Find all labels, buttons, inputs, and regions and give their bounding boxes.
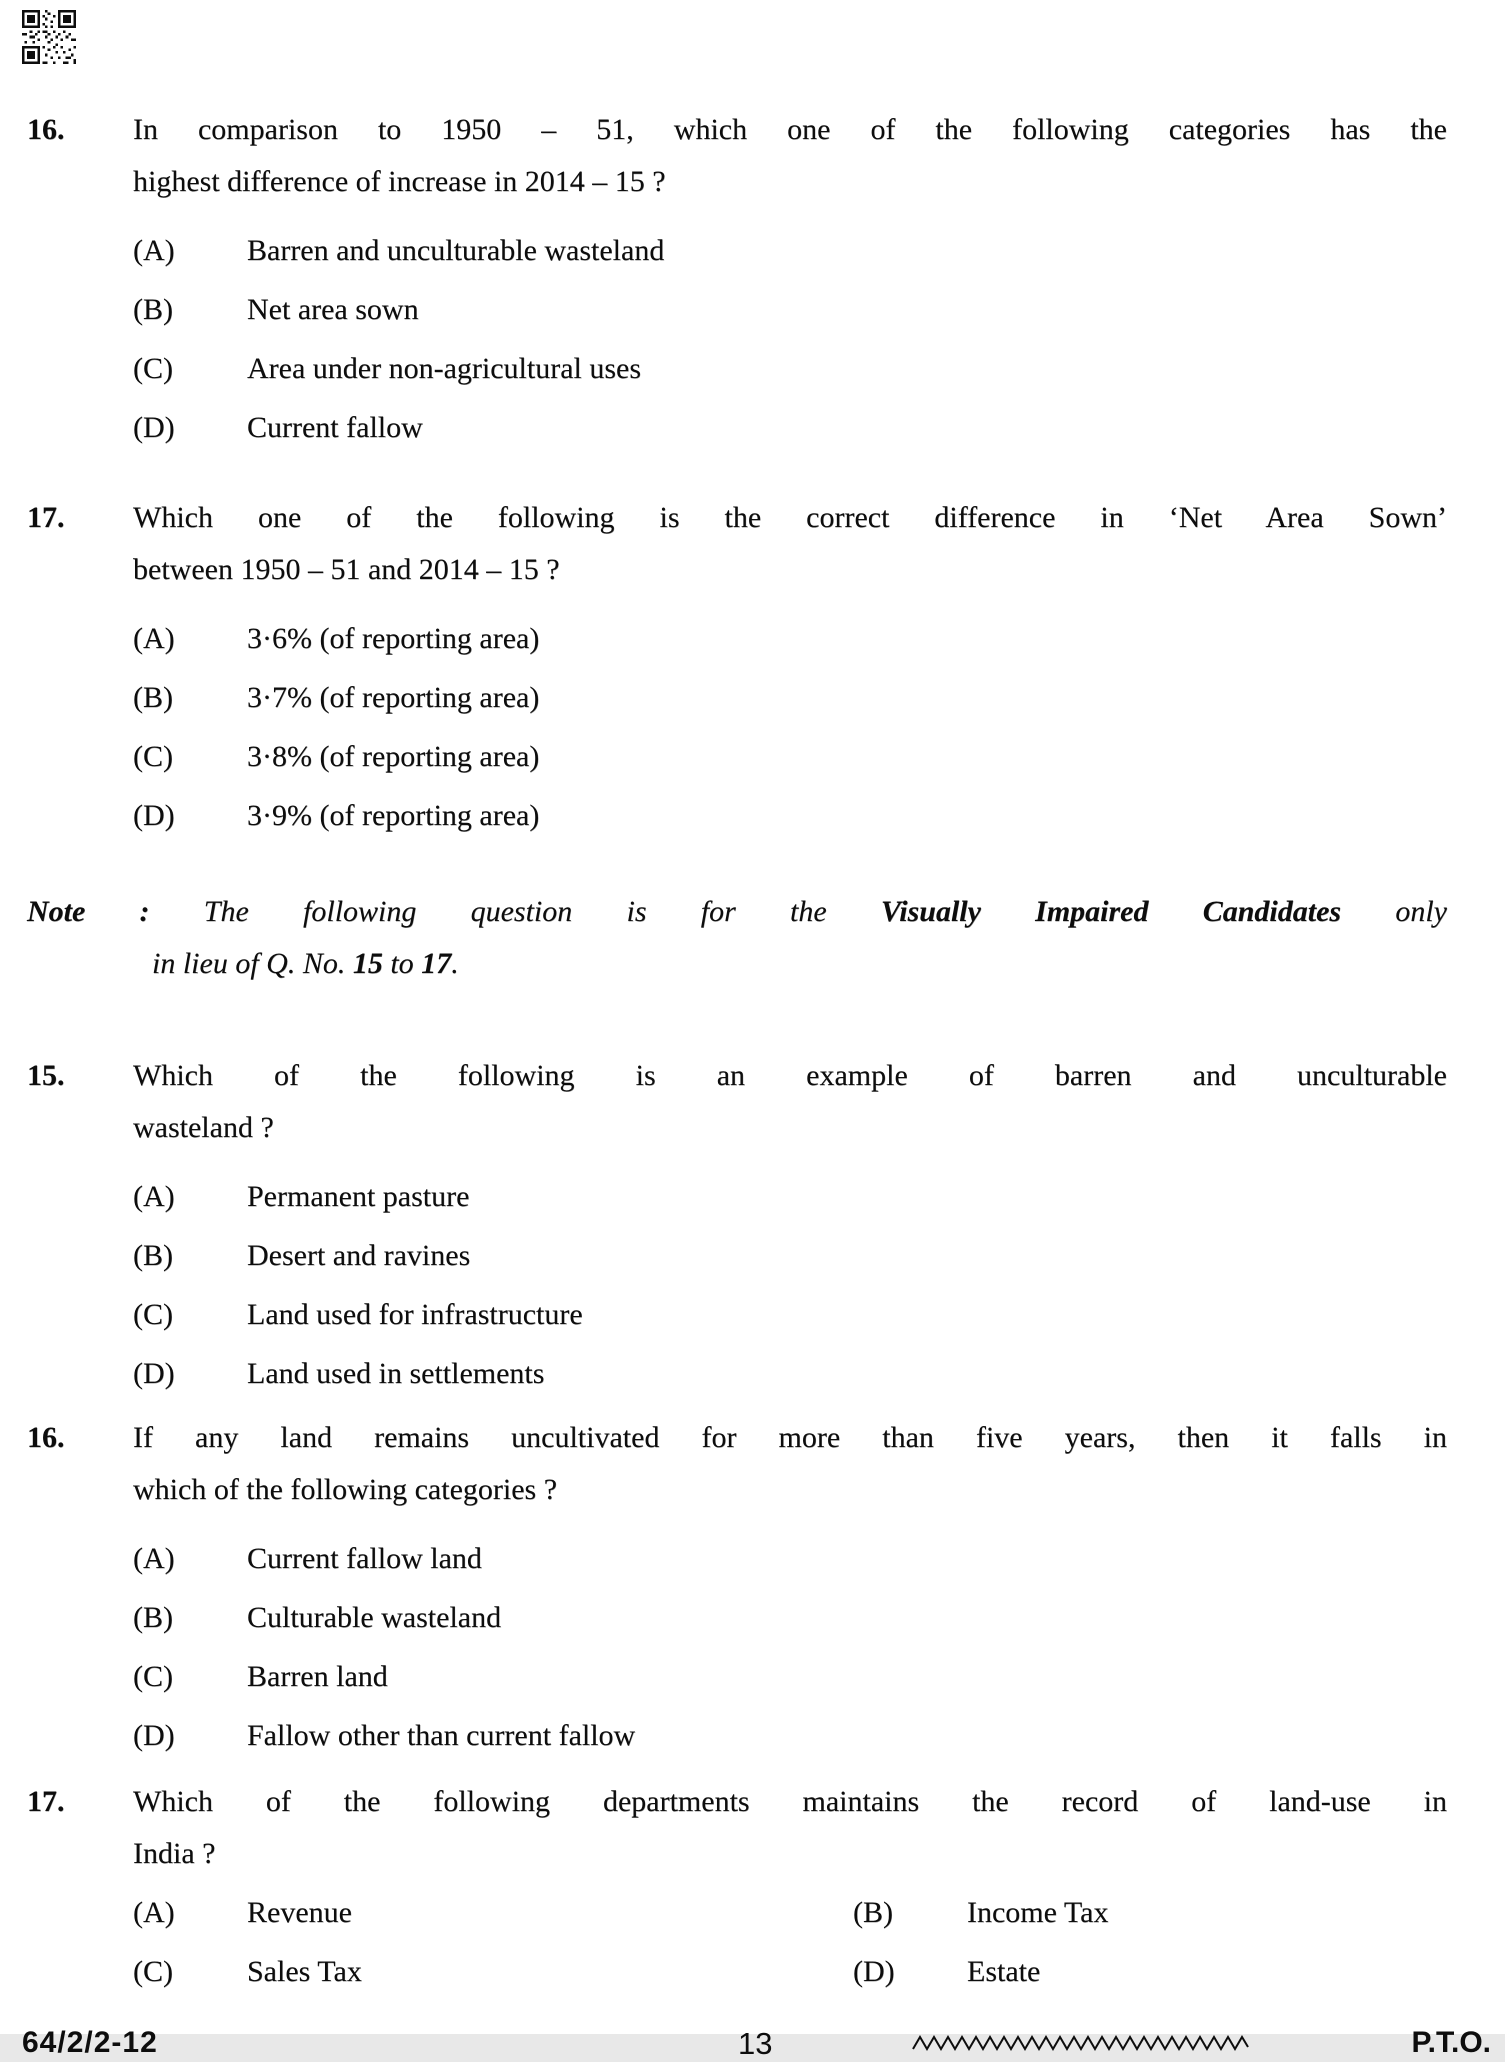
option-d — [133, 1719, 1505, 1752]
option-b — [133, 1601, 1505, 1634]
option-letter: (A) — [133, 1542, 175, 1575]
option-c — [133, 1955, 853, 1988]
option-a — [133, 1180, 1505, 1213]
option-letter: (D) — [133, 1719, 175, 1752]
option-d — [133, 411, 1505, 444]
option-letter: (C) — [133, 1298, 173, 1331]
option-letter: (A) — [133, 622, 175, 655]
qr-code-icon — [18, 10, 80, 64]
option-text: Current fallow land — [247, 1542, 482, 1575]
option-text: Land used for infrastructure — [247, 1298, 583, 1331]
question-line: If any land remains uncultivated for more than five years, then it falls in — [133, 1421, 1447, 1454]
question-line: Which of the following is an example of barren and unculturable — [133, 1059, 1447, 1092]
page-number: 13 — [738, 2026, 773, 2061]
option-b — [133, 1239, 1505, 1272]
option-text: Culturable wasteland — [247, 1601, 502, 1634]
option-letter: (D) — [133, 799, 175, 832]
option-d — [133, 799, 1505, 832]
options-list — [27, 1542, 1505, 1752]
options-list — [27, 622, 1505, 832]
option-d — [133, 1357, 1505, 1390]
question-line: India ? — [133, 1837, 216, 1870]
option-a — [133, 1542, 1505, 1575]
options-list — [27, 1896, 1505, 1988]
question-16-first — [27, 104, 1505, 444]
option-letter: (D) — [133, 1357, 175, 1390]
question-line: wasteland ? — [133, 1111, 274, 1144]
option-letter: (B) — [133, 1601, 173, 1634]
option-text: Permanent pasture — [247, 1180, 470, 1213]
option-letter: (C) — [133, 1660, 173, 1693]
option-b — [133, 681, 1505, 714]
option-d — [853, 1955, 1040, 1988]
option-letter: (D) — [133, 411, 175, 444]
option-b — [853, 1896, 1108, 1929]
option-text: Fallow other than current fallow — [247, 1719, 636, 1752]
option-text: 3·8% (of reporting area) — [247, 740, 540, 773]
option-text: Revenue — [247, 1896, 352, 1929]
page-footer — [0, 2026, 1505, 2060]
options-list — [27, 234, 1505, 444]
question-line: which of the following categories ? — [133, 1473, 558, 1506]
question-line: highest difference of increase in 2014 – 15 ? — [133, 165, 666, 198]
option-text: Estate — [967, 1955, 1041, 1988]
question-line: Which one of the following is the correct difference in ‘Net Area Sown’ — [133, 501, 1447, 534]
option-letter: (A) — [133, 1180, 175, 1213]
option-text: Barren and unculturable wasteland — [247, 234, 665, 267]
option-c — [133, 1298, 1505, 1331]
options-list — [27, 1180, 1505, 1390]
option-c — [133, 1660, 1505, 1693]
option-letter: (C) — [133, 1955, 173, 1988]
option-letter: (B) — [853, 1896, 893, 1929]
option-text: Area under non-agricultural uses — [247, 352, 642, 385]
question-15-vi — [27, 1050, 1505, 1390]
option-text: Income Tax — [967, 1896, 1109, 1929]
squiggle-divider-icon — [913, 2033, 1248, 2055]
option-text: 3·9% (of reporting area) — [247, 799, 540, 832]
note-line: Note : The following question is for the Visually Impaired Candidates only — [27, 895, 1447, 928]
option-text: Sales Tax — [247, 1955, 362, 1988]
question-number: 16. — [27, 113, 65, 146]
option-text: Desert and ravines — [247, 1239, 471, 1272]
note-label: Note : — [27, 895, 150, 928]
option-text: Land used in settlements — [247, 1357, 545, 1390]
question-17-first — [27, 492, 1505, 832]
option-text: Current fallow — [247, 411, 423, 444]
option-c — [133, 740, 1505, 773]
question-number: 17. — [27, 501, 65, 534]
question-line: Which of the following departments maintains the record of land-use in — [133, 1785, 1447, 1818]
option-row-1 — [133, 1896, 1447, 1929]
question-number: 16. — [27, 1421, 65, 1454]
option-text: Barren land — [247, 1660, 388, 1693]
question-line: In comparison to 1950 – 51, which one of the following categories has the — [133, 113, 1447, 146]
option-row-2 — [133, 1955, 1447, 1988]
option-text: 3·6% (of reporting area) — [247, 622, 540, 655]
option-letter: (A) — [133, 1896, 175, 1929]
option-letter: (B) — [133, 681, 173, 714]
option-a — [133, 234, 1505, 267]
note-line: in lieu of Q. No. 15 to 17. — [152, 947, 459, 980]
note-visually-impaired — [27, 886, 1447, 990]
option-letter: (C) — [133, 352, 173, 385]
option-letter: (A) — [133, 234, 175, 267]
question-number: 17. — [27, 1785, 65, 1818]
option-a — [133, 622, 1505, 655]
option-b — [133, 293, 1505, 326]
question-16-vi — [27, 1412, 1505, 1752]
option-c — [133, 352, 1505, 385]
question-number: 15. — [27, 1059, 65, 1092]
question-line: between 1950 – 51 and 2014 – 15 ? — [133, 553, 560, 586]
paper-code: 64/2/2-12 — [22, 2026, 158, 2059]
option-text: 3·7% (of reporting area) — [247, 681, 540, 714]
pto-label: P.T.O. — [1411, 2026, 1491, 2059]
option-letter: (B) — [133, 293, 173, 326]
option-letter: (C) — [133, 740, 173, 773]
option-a — [133, 1896, 853, 1929]
option-letter: (D) — [853, 1955, 895, 1988]
question-17-vi — [27, 1776, 1505, 1988]
option-letter: (B) — [133, 1239, 173, 1272]
option-text: Net area sown — [247, 293, 419, 326]
